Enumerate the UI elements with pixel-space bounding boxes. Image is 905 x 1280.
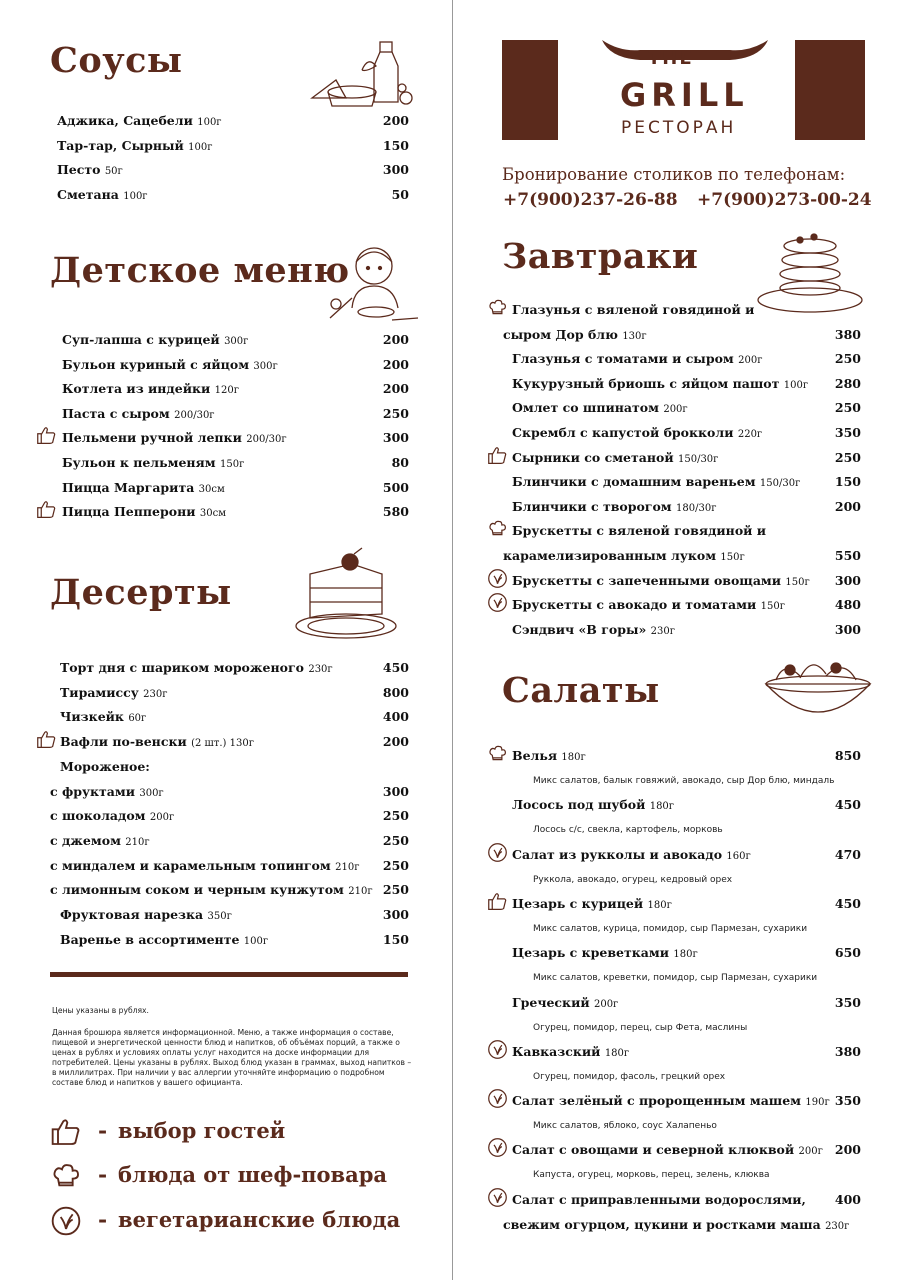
item-price: 350 [834,425,861,440]
chef-hat-icon [50,1160,82,1192]
item-title: Брускетты с авокадо и томатами [512,597,757,613]
item-description: Микс салатов, яблоко, соус Халапеньо [533,1121,717,1132]
item-name [512,450,718,465]
item-name [512,523,766,538]
item-title: Цезарь с курицей [512,895,644,911]
legend-row [50,1116,430,1150]
thumbs-up-icon [36,729,57,750]
menu-item [40,381,409,405]
item-name [512,400,688,415]
menu-item [40,660,409,684]
item-title: Цезарь с креветками [512,945,670,961]
vegetarian-icon [487,1039,508,1060]
vegetarian-icon [487,592,508,613]
item-price: 300 [382,907,409,922]
item-weight: 100г [197,117,222,128]
item-title: Торт дня с шариком мороженого [60,660,304,675]
phone-2[interactable]: +7(900)273-00-24 [697,190,872,210]
item-name [512,1142,823,1157]
item-title: Кукурузный бриошь с яйцом пашот [512,375,780,391]
item-title: Варенье в ассортименте [60,931,240,947]
item-name [512,622,675,637]
item-name [512,351,762,366]
item-weight: 200г [593,998,619,1010]
item-weight: 200г [663,404,688,416]
item-name [62,357,278,372]
item-title: Тирамиссу [60,684,139,700]
item-description: Огурец, помидор, фасоль, грецкий орех [533,1071,726,1082]
item-weight: (2 шт.) 130г [191,738,254,750]
menu-item [485,1044,861,1068]
item-title: Фруктовая нарезка [60,907,204,922]
item-name [512,1192,806,1207]
item-title: Кавказский [512,1043,601,1059]
legend-text: выбор гостей [118,1118,286,1143]
item-title: карамелизированным луком [503,548,717,563]
item-weight: 300г [253,360,278,372]
item-price: 450 [834,895,861,911]
salads-illustration-icon [760,650,876,722]
item-weight: 50г [104,166,123,177]
item-weight: 230г [650,625,675,637]
item-weight: 30см [198,483,225,495]
item-name [57,138,212,153]
item-weight: 200г [738,355,763,367]
item-title: Сырники со сметаной [512,449,674,465]
item-title: с джемом [50,832,121,848]
item-name [512,425,762,440]
item-title: Брускетты с вяленой говядиной и [512,523,767,539]
item-title: Глазунья с вяленой говядиной и [512,302,755,317]
item-name [62,504,226,519]
desserts-illustration-icon [292,544,402,644]
item-title: Пицца Маргарита [62,479,195,495]
logo-grill: GRILL [620,76,749,114]
item-weight: 180г [604,1047,630,1059]
menu-item [485,548,861,572]
item-price: 250 [834,449,861,465]
item-weight: 200/30г [174,409,215,421]
item-name [503,1217,849,1232]
item-title: Велья [512,748,558,763]
item-price: 400 [834,1191,861,1207]
menu-item [485,1192,861,1216]
item-description: Огурец, помидор, перец, сыр Фета, маслины [533,1022,748,1033]
item-description: Руккола, авокадо, огурец, кедровый орех [533,874,733,885]
item-weight: 300г [224,336,249,347]
page-divider [452,0,453,1280]
item-title: свежим огурцом, цукини и ростками маша [503,1217,821,1232]
item-price: 300 [382,783,409,799]
menu-item [40,430,409,454]
item-title: Омлет со шпинатом [512,400,659,416]
item-name [62,406,215,421]
kids-illustration-icon [322,238,422,330]
menu-item [485,425,861,449]
item-weight: 60г [128,713,147,725]
item-weight: 230г [143,688,168,700]
menu-item [485,622,861,646]
item-weight: 350г [207,911,232,922]
kids-title: Детское меню [50,250,350,291]
item-weight: 180г [673,949,698,961]
item-weight: 150г [785,576,810,588]
item-name [512,748,586,763]
menu-item [40,480,409,504]
menu-item [40,858,409,882]
item-price: 200 [382,734,409,750]
item-name [60,759,150,774]
item-title: Салат с приправленными водорослями, [512,1191,806,1207]
item-title: Пельмени ручной лепки [62,430,242,446]
menu-item [40,357,409,381]
item-name [512,1093,830,1108]
item-weight: 120г [214,385,239,397]
item-name [512,499,716,514]
item-name [62,430,287,445]
item-title: Лосось под шубой [512,797,646,813]
menu-item [485,499,861,523]
menu-item [40,784,409,808]
menu-item [485,474,861,498]
item-name [60,734,254,749]
item-title: Скрембл с капустой брокколи [512,425,734,440]
menu-item [485,450,861,474]
menu-item [485,523,861,547]
chef-hat-icon [487,743,508,764]
item-price: 150 [382,137,409,153]
item-weight: 150г [220,459,245,470]
item-title: Вафли по-венски [60,734,187,750]
item-price: 200 [382,113,409,128]
item-name [50,833,150,848]
menu-item [40,709,409,733]
legend-row [50,1160,430,1194]
item-price: 300 [834,621,861,637]
menu-item [485,376,861,400]
item-price: 350 [834,1093,861,1109]
menu-item [485,302,861,326]
item-title: Салат зелёный с пророщенным машем [512,1093,802,1109]
vegetarian-icon [487,1137,508,1158]
item-price: 470 [834,846,861,862]
item-title: Сметана [57,186,119,202]
item-weight: 210г [335,861,360,873]
vegetarian-icon [487,1187,508,1208]
logo-restaurant: РЕСТОРАН [621,118,737,138]
item-price: 850 [834,748,861,763]
item-price: 800 [382,684,409,700]
item-weight: 150г [760,601,785,613]
thumbs-up-icon [36,425,57,446]
item-price: 250 [382,857,409,873]
item-price: 450 [382,660,409,675]
item-weight: 210г [125,836,150,848]
item-price: 380 [834,326,861,342]
item-name [503,327,647,342]
menu-item [40,504,409,528]
item-price: 200 [382,332,409,347]
item-weight: 190г [805,1097,830,1109]
item-weight: 180/30г [676,502,717,514]
item-price: 400 [382,709,409,725]
menu-item [40,759,409,783]
item-title: Сэндвич «В горы» [512,621,647,637]
item-name [512,995,618,1010]
item-title: Салат с овощами и северной клюквой [512,1142,795,1158]
item-weight: 100г [243,935,269,947]
thumbs-up-icon [487,891,508,912]
item-weight: 200/30г [246,434,287,446]
item-price: 150 [382,931,409,947]
item-title: сыром Дор блю [503,326,618,342]
item-title: с шоколадом [50,808,146,824]
menu-item [485,573,861,597]
logo-the: THE [648,48,694,69]
item-title: Бульон куриный с яйцом [62,356,250,372]
item-name [512,847,751,862]
prices-note: Цены указаны в рублях. [52,1006,149,1015]
menu-item [485,896,861,920]
item-price: 200 [834,498,861,514]
item-title: Греческий [512,994,590,1010]
item-weight: 300г [139,787,164,799]
legend-row [50,1205,430,1239]
menu-item [57,138,409,162]
item-name [512,896,672,911]
item-title: с лимонным соком и черным кунжутом [50,882,344,898]
item-price: 650 [834,945,861,961]
item-title: Паста с сыром [62,405,170,421]
item-title: Глазунья с томатами и сыром [512,351,734,367]
item-title: Брускетты с запеченными овощами [512,572,782,588]
item-price: 250 [834,400,861,416]
menu-item [40,932,409,956]
info-note: Данная брошюра является информационной. Меню, а также информация о составе, пищевой и энергетической ценности блюд и напитков, об объёмах порций, а также о ценах в рублях и условиях оплаты услуг находится на доске информации для потребителей. Цены указаны в рублях. Выход блюд указан в граммах, выход напитков – в миллилитрах. При наличии у вас аллергии уточняйте информацию о подробном составе блюд и напитков у вашего официанта. [52,1028,412,1087]
item-title: Пицца Пепперони [62,504,196,520]
item-weight: 200г [149,812,175,824]
item-price: 300 [382,162,409,177]
menu-item [485,995,861,1019]
legend-dash: - [98,1162,108,1188]
logo-right-block [795,40,865,140]
item-price: 480 [834,597,861,613]
item-weight: 160г [726,850,751,862]
item-name [512,376,808,391]
item-name [60,907,232,922]
item-price: 250 [382,405,409,421]
breakfast-title: Завтраки [502,236,699,277]
item-title: с фруктами [50,783,135,799]
menu-item [485,400,861,424]
item-title: Суп-лапша с курицей [62,332,220,347]
menu-item [485,351,861,375]
item-price: 250 [382,832,409,848]
item-name [512,597,785,612]
menu-item [485,945,861,969]
booking-text: Бронирование столиков по телефонам: [502,165,846,184]
menu-item [40,455,409,479]
item-weight: 180г [649,801,675,813]
item-name [62,381,239,396]
chef-hat-icon [487,518,508,539]
menu-item [57,113,409,137]
item-price: 450 [834,797,861,813]
item-name [62,480,225,495]
item-name [512,474,800,489]
item-title: Тар-тар, Сырный [57,137,184,153]
item-price: 500 [382,479,409,495]
item-description: Микс салатов, креветки, помидор, сыр Пармезан, сухарики [533,973,818,984]
menu-item [485,597,861,621]
item-description: Микс салатов, балык говяжий, авокадо, сыр Дор блю, миндаль [533,776,835,786]
menu-item [40,406,409,430]
item-name [62,455,244,470]
item-weight: 180г [647,899,672,911]
menu-item [485,748,861,772]
desserts-title: Десерты [50,572,232,613]
item-price: 200 [834,1142,861,1158]
item-price: 580 [382,504,409,520]
item-price: 300 [834,572,861,588]
item-price: 250 [382,808,409,824]
item-name [57,162,123,177]
menu-item [57,162,409,186]
item-name [57,187,148,202]
item-title: Аджика, Сацебели [57,113,193,128]
section-rule [50,972,408,977]
item-name [60,685,167,700]
sauces-title: Соусы [50,40,183,81]
item-weight: 230г [825,1221,850,1232]
item-title: Котлета из индейки [62,381,211,397]
item-name [50,882,373,897]
phone-1[interactable]: +7(900)237-26-88 [503,190,678,210]
item-price: 80 [391,455,409,470]
legend-text: вегетарианские блюда [118,1207,401,1232]
thumbs-up-icon [50,1116,82,1148]
menu-item [40,332,409,356]
item-weight: 230г [308,664,333,675]
item-weight: 150/30г [759,478,801,490]
menu-item [40,833,409,857]
item-price: 200 [382,356,409,372]
item-price: 350 [834,994,861,1010]
item-name [60,709,146,724]
item-weight: 100г [123,190,148,202]
item-title: Мороженое: [60,758,150,774]
item-weight: 150г [720,552,745,563]
chef-hat-icon [487,297,508,318]
item-price: 150 [834,474,861,490]
legend-text: блюда от шеф-повара [118,1162,388,1187]
item-name [512,945,698,960]
item-name [50,808,174,823]
item-weight: 100г [783,379,809,391]
item-weight: 220г [737,429,763,440]
vegetarian-icon [487,1088,508,1109]
menu-item [485,797,861,821]
item-weight: 130г [622,330,647,342]
vegetarian-icon [487,568,508,589]
item-price: 250 [382,882,409,898]
menu-item [40,882,409,906]
item-name [50,858,359,873]
legend-dash: - [98,1118,108,1144]
item-price: 550 [834,548,861,563]
menu-item [40,907,409,931]
item-title: Чизкейк [60,709,124,725]
vegetarian-icon [487,842,508,863]
thumbs-up-icon [487,445,508,466]
item-price: 250 [834,351,861,367]
item-weight: 150/30г [677,453,719,465]
item-title: Песто [57,162,101,177]
item-name [512,797,674,812]
item-description: Микс салатов, курица, помидор, сыр Пармезан, сухарики [533,923,808,934]
item-title: Салат из рукколы и авокадо [512,846,723,862]
logo-left-block [502,40,558,140]
item-name [60,660,333,675]
item-name [512,1044,629,1059]
menu-item [485,1093,861,1117]
item-name [50,784,164,799]
menu-item [485,327,861,351]
item-name [57,113,222,128]
item-description: Лосось с/с, свекла, картофель, морковь [533,825,723,836]
item-title: с миндалем и карамельным топингом [50,857,331,873]
sauces-illustration-icon [306,36,416,110]
menu-item [485,1142,861,1166]
item-weight: 180г [561,752,586,763]
item-title: Бульон к пельменям [62,455,216,470]
vegetarian-icon [50,1205,82,1237]
item-name [60,932,268,947]
item-weight: 210г [348,886,373,898]
menu-item [485,1217,861,1241]
item-price: 380 [834,1043,861,1059]
item-title: Блинчики с творогом [512,498,672,514]
item-price: 200 [382,381,409,397]
menu-item [485,847,861,871]
item-description: Капуста, огурец, морковь, перец, зелень, клюква [533,1170,770,1181]
salads-title: Салаты [502,670,660,711]
item-weight: 100г [188,141,213,153]
item-weight: 30см [199,508,226,520]
item-price: 300 [382,430,409,446]
menu-item [40,685,409,709]
menu-item [57,187,409,211]
item-weight: 200г [798,1146,823,1158]
item-name [503,548,745,563]
item-price: 50 [391,186,409,202]
thumbs-up-icon [36,499,57,520]
item-title: Блинчики с домашним вареньем [512,474,756,490]
item-name [62,332,248,347]
menu-item [40,734,409,758]
item-name [512,573,810,588]
legend-dash: - [98,1207,108,1233]
menu-item [40,808,409,832]
item-name [512,302,754,317]
item-price: 280 [834,375,861,391]
